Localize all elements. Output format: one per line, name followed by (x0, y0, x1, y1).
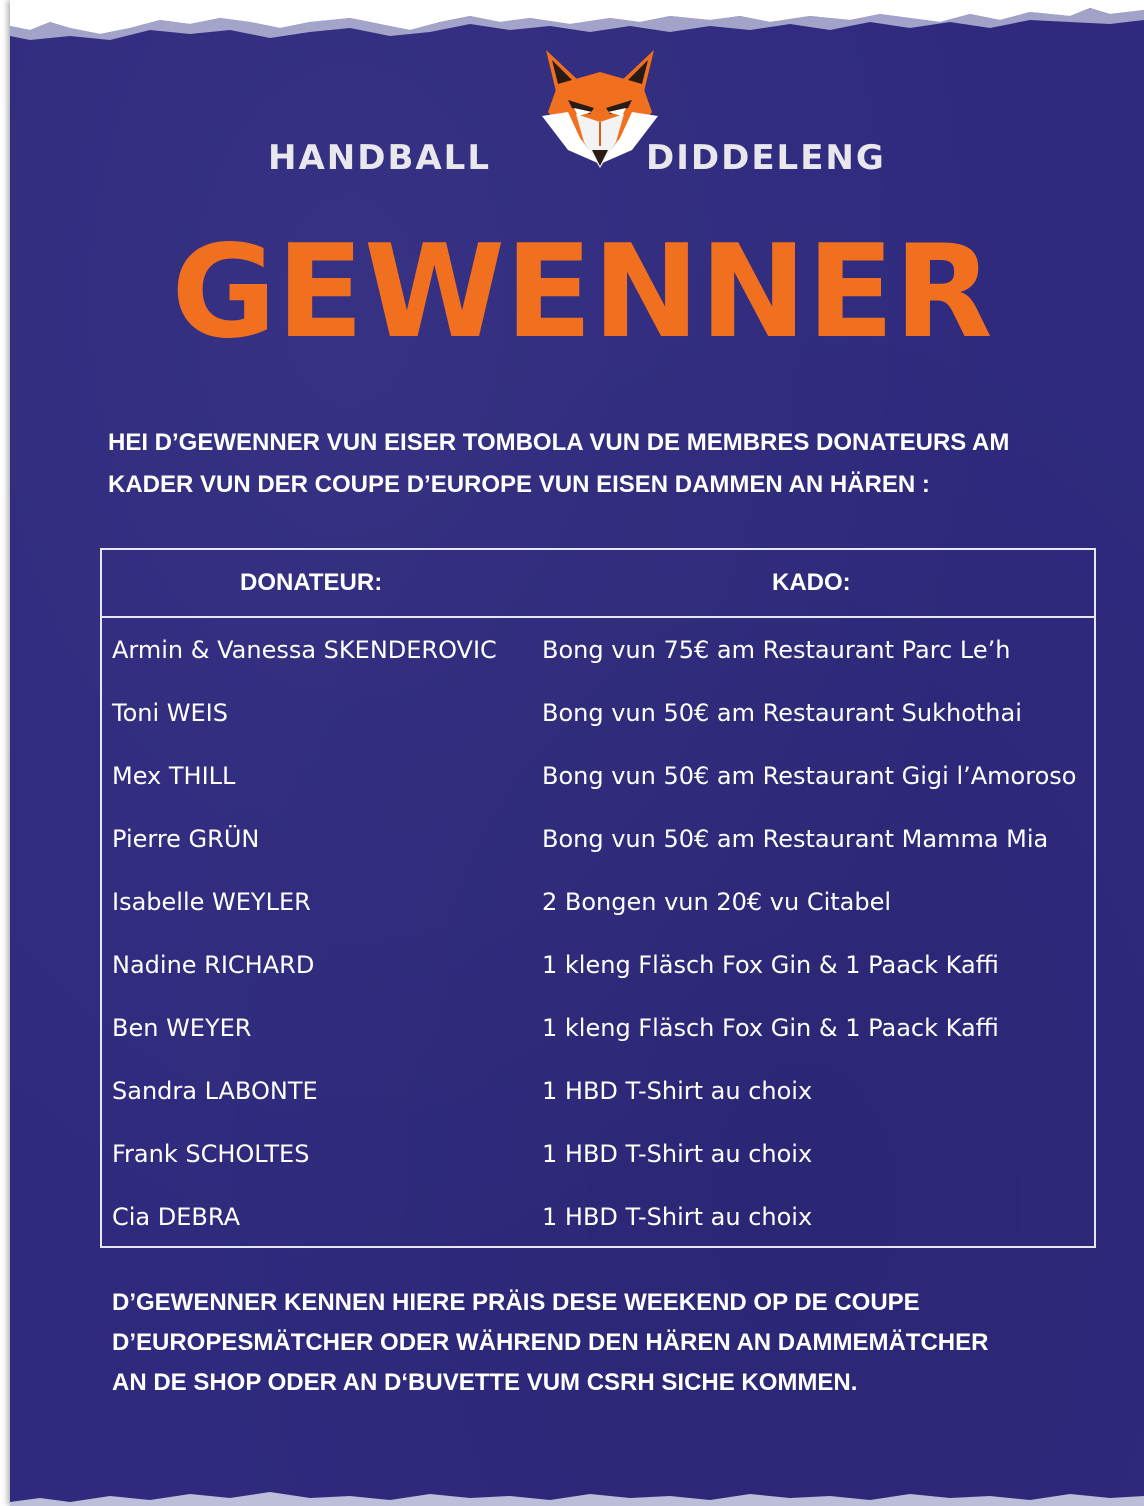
torn-paper-bottom (10, 1484, 1144, 1506)
table-row (102, 1185, 1094, 1248)
donor-cell: Sandra LABONTE (112, 1077, 318, 1105)
table-body (102, 618, 1094, 1248)
headline: GEWENNER (171, 218, 993, 367)
table-row (102, 933, 1094, 996)
intro-line: KADER VUN DER COUPE D’EUROPE VUN EISEN DAMMEN AN HÄREN : (108, 471, 930, 498)
donor-cell: Frank SCHOLTES (112, 1140, 310, 1168)
table-row (102, 996, 1094, 1059)
table-row (102, 618, 1094, 681)
outro-text (112, 1283, 1102, 1403)
poster (10, 0, 1144, 1506)
gift-cell: 1 HBD T-Shirt au choix (542, 1140, 813, 1168)
column-header-gift: KADO: (772, 569, 851, 596)
table-row (102, 870, 1094, 933)
donor-cell: Pierre GRÜN (112, 825, 260, 853)
brand-name-right: DIDDELENG (646, 138, 886, 178)
gift-cell: Bong vun 75€ am Restaurant Parc Le’h (542, 636, 1011, 664)
gift-cell: Bong vun 50€ am Restaurant Sukhothai (542, 699, 1022, 727)
table-row (102, 1059, 1094, 1122)
table-row (102, 681, 1094, 744)
donor-cell: Nadine RICHARD (112, 951, 315, 979)
intro-line: HEI D’GEWENNER VUN EISER TOMBOLA VUN DE MEMBRES DONATEURS AM (108, 429, 1010, 456)
outro-line: D’EUROPESMÄTCHER ODER WÄHREND DEN HÄREN AN DAMMEMÄTCHER (112, 1329, 989, 1356)
donor-cell: Ben WEYER (112, 1014, 252, 1042)
torn-paper-top (10, 0, 1144, 46)
donor-cell: Cia DEBRA (112, 1203, 240, 1231)
outro-line: D’GEWENNER KENNEN HIERE PRÄIS DESE WEEKEND OP DE COUPE (112, 1289, 920, 1316)
table-row (102, 807, 1094, 870)
outro-line: AN DE SHOP ODER AN D‘BUVETTE VUM CSRH SICHE KOMMEN. (112, 1369, 858, 1396)
gift-cell: 1 HBD T-Shirt au choix (542, 1203, 813, 1231)
table-header (102, 550, 1094, 618)
gift-cell: Bong vun 50€ am Restaurant Mamma Mia (542, 825, 1049, 853)
donor-cell: Toni WEIS (112, 699, 228, 727)
donor-cell: Mex THILL (112, 762, 236, 790)
gift-cell: 1 kleng Fläsch Fox Gin & 1 Paack Kaffi (542, 951, 999, 979)
brand-name-left: HANDBALL (268, 138, 492, 178)
gift-cell: 1 HBD T-Shirt au choix (542, 1077, 813, 1105)
table-row (102, 744, 1094, 807)
gift-cell: 1 kleng Fläsch Fox Gin & 1 Paack Kaffi (542, 1014, 999, 1042)
table-row (102, 1122, 1094, 1185)
gift-cell: 2 Bongen vun 20€ vu Citabel (542, 888, 892, 916)
gift-cell: Bong vun 50€ am Restaurant Gigi l’Amoroso (542, 762, 1077, 790)
winners-table (100, 548, 1096, 1248)
intro-text (108, 422, 1098, 506)
donor-cell: Isabelle WEYLER (112, 888, 311, 916)
column-header-donor: DONATEUR: (240, 569, 383, 596)
donor-cell: Armin & Vanessa SKENDEROVIC (112, 636, 497, 664)
